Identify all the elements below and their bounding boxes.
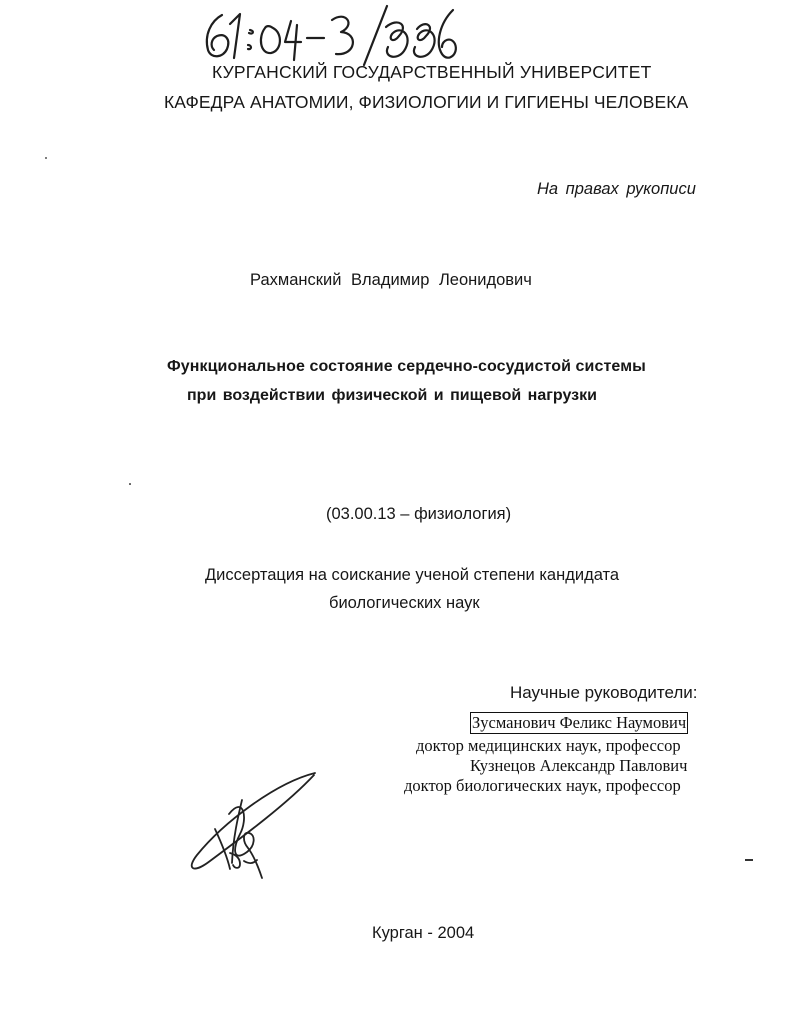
degree-description-line-2: биологических наук bbox=[329, 594, 480, 612]
margin-dash bbox=[745, 859, 753, 861]
supervisor-1-name: Зусманович Феликс Наумович bbox=[472, 713, 687, 732]
dissertation-title-line-1: Функциональное состояние сердечно-сосудистой системы bbox=[167, 358, 646, 375]
university-name: КУРГАНСКИЙ ГОСУДАРСТВЕННЫЙ УНИВЕРСИТЕТ bbox=[212, 62, 652, 82]
supervisor-1-degree: доктор медицинских наук, профессор bbox=[416, 736, 681, 755]
degree-description-line-1: Диссертация на соискание ученой степени кандидата bbox=[205, 566, 620, 584]
department-name: КАФЕДРА АНАТОМИИ, ФИЗИОЛОГИИ И ГИГИЕНЫ ЧЕЛОВЕКА bbox=[164, 92, 689, 112]
supervisor-2-name: Кузнецов Александр Павлович bbox=[470, 756, 688, 775]
scan-speck bbox=[129, 483, 131, 485]
handwritten-signature bbox=[185, 765, 320, 885]
supervisor-2-degree: доктор биологических наук, профессор bbox=[404, 776, 681, 795]
manuscript-note: На правах рукописи bbox=[537, 180, 696, 198]
author-name: Рахманский Владимир Леонидович bbox=[250, 271, 532, 289]
supervisors-heading: Научные руководители: bbox=[510, 683, 698, 702]
scan-speck bbox=[45, 157, 47, 159]
signature-drawing bbox=[185, 765, 320, 885]
place-and-year: Курган - 2004 bbox=[372, 924, 475, 942]
specialty-code: (03.00.13 – физиология) bbox=[326, 505, 512, 523]
dissertation-title-line-2: при воздействии физической и пищевой нагрузки bbox=[187, 387, 597, 404]
